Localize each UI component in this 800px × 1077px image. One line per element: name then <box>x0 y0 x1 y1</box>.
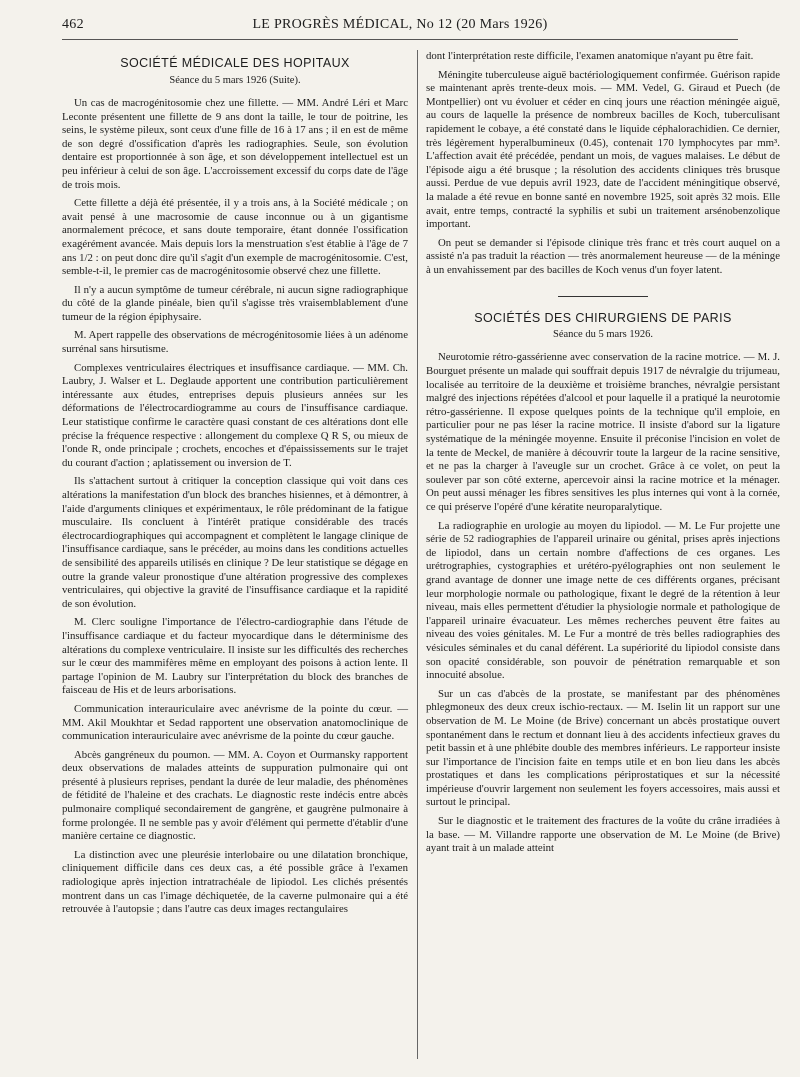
paragraph: dont l'interprétation reste difficile, l'examen anatomique n'ayant pu être fait. <box>426 50 754 62</box>
section-subtitle: Séance du 5 mars 1926. <box>552 329 654 341</box>
section-title: SOCIÉTÉ MÉDICALE DES HOPITAUX <box>120 56 350 70</box>
paragraph: Sur le diagnostic et le traitement des fractures de la voûte du crâne irradiées à la base. — M. Villandre rapporte une observation de M. Le Moine (de Brive) ayant trait à un malade atteint <box>426 815 780 855</box>
paragraph: Un cas de macrogénitosomie chez une fillette. — MM. André Léri et Marc Leconte présentent une fillette de 9 ans dont la taille, le tour de poitrine, les seins, le système pileux, sont ceux d'une fille de 16 à 17 ans ; il en est de même de son degré d'ossification d'après les radiographies. Seule, son évolution dentaire est proportionnée à son âge, et son développement intellectuel est un peu inférieur à celui de son âge. L'accroissement excessif du corps date de l'âge de trois mois. <box>62 96 408 191</box>
paragraph: Communication interauriculaire avec anévrisme de la pointe du cœur. — MM. Akil Moukhtar et Sedad rapportent une observation anatomoclinique de communication interauriculaire avec anévrisme de la pointe du cœur gauche. <box>62 702 408 743</box>
paragraph: On peut se demander si l'épisode clinique très franc et très court auquel on a assisté n'a pas traduit la réaction — très anormalement heureuse — de la méninge à un envahissement par des bacilles de Koch venus d'un foyer latent. <box>426 236 780 276</box>
paragraph: M. Apert rappelle des observations de mécrogénitosomie liées à un adénome surrénal sans hirsutisme. <box>62 329 408 356</box>
paragraph: Complexes ventriculaires électriques et insuffisance cardiaque. — MM. Ch. Laubry, J. Walser et L. Deglaude apportent une contribution particulièrement intéressante aux études, entreprises depuis plusieurs années sur les déformations de l'électrocardiogramme au cours de l'insuffisance cardiaque. Leur statistique confirme le caractère quasi constant de ces altérations dont elle précise la fréquence respective : allongement du complexe Q R S, ou mieux de l'onde R, onde principale ; crochets, encoches et d'épaississements sur le trajet du courant d'action ; aplatissement ou inversion de T. <box>62 361 408 469</box>
header-rule <box>62 39 738 40</box>
page-number: 462 <box>62 17 84 32</box>
paragraph: Cette fillette a déjà été présentée, il y a trois ans, à la Société médicale ; on avait pensé à une macrosomie de cause inconnue ou à un gigantisme anormalement précoce, et sans doute temporaire, étant donnée l'ossification exagérément avancée. Mais depuis lors la menstruation s'est établie à l'âge de 7 ans 1/2 : on peut donc dire qu'il s'agit d'un exemple de macrogénitosomie. C'est, semble-t-il, le premier cas de macrogénitosomie observé chez une fillette. <box>62 197 408 278</box>
paragraph: M. Clerc souligne l'importance de l'électro-cardiographie dans l'étude de l'insuffisance cardiaque et du facteur myocardique dans le déterminisme des altérations du complexe ventriculaire. Il insiste sur les difficultés des recherches sur le cœur des mammifères même en employant des poisons à action lente. Il partage l'opinion de M. Laubry sur l'interprétation du block des branches de faisceau de His et de leurs arborisations. <box>62 616 408 697</box>
section-title: SOCIÉTÉS DES CHIRURGIENS DE PARIS <box>474 310 732 325</box>
paragraph: Sur un cas d'abcès de la prostate, se manifestant par des phénomènes phlegmoneux des deux creux ischio-rectaux. — M. Iselin lit un rapport sur une observation de M. Le Moine (de Brive) concernant un abcès prostatique ouvert spontanément dans le rectum et donnant lieu à des accidents infectieux graves du petit bassin et à une phlébite double des membres inférieurs. Le rapporteur insiste sur l'importance de l'incision faite en temps utile et en bon lieu dans les abcès prostatiques et dans les complications périprostatiques et sur la nécessité impérieuse d'ouvrir largement non seulement les foyers accessoires, mais aussi et surtout le principal. <box>426 687 780 809</box>
paragraph: Ils s'attachent surtout à critiquer la conception classique qui voit dans ces altérations la manifestation d'un block des branches hisiennes, et à démontrer, à l'aide d'arguments cliniques et expérimentaux, le rôle prédominant de la fatigue musculaire. Ils concluent à l'intérêt pratique considérable des tracés électrocardiographiques qui accompagnent et complètent le langage clinique de l'insuffisance cardiaque, sans le précéder, au moins dans les conditions actuelles de sensibilité des appareils utilisés en clinique ? De leur statistique se dégage en outre la grande valeur pronostique d'une altération progressive des complexes ventriculaires, qui objective la gravité de l'insuffisance cardiaque et la rapidité de son évolution. <box>62 475 408 610</box>
column-divider <box>417 50 418 1059</box>
right-column <box>426 50 780 861</box>
left-column <box>62 50 408 922</box>
section-subtitle: Séance du 5 mars 1926 (Suite). <box>169 74 301 86</box>
paragraph: La radiographie en urologie au moyen du lipiodol. — M. Le Fur projette une série de 52 radiographies de l'appareil urinaire ou génital, prises après injections de lipiodol, dans un certain nombre d'affections de ces organes. Les urétrographies, cystographies et urétéro-pyélographies ont non seulement le grand avantage de donner une image nette de ces différents organes, précisant leur morphologie normale ou pathologique, fixant le degré de la rétention à leur niveau, mais elles permettent d'étudier la physiologie normale et pathologique de l'appareil urinaire évacuateur. Les mêmes recherches peuvent être faites au niveau des voies génitales. M. Le Fur a montré de très belles radiographies des vésicules séminales et du canal déférent. La supériorité du lipiodol consiste dans son opacité considérable, son pouvoir de pénétration remarquable et son innocuité absolue. <box>426 519 780 682</box>
journal-title: LE PROGRÈS MÉDICAL, No 12 (20 Mars 1926) <box>252 17 548 32</box>
paragraph: Il n'y a aucun symptôme de tumeur cérébrale, ni aucun signe radiographique du côté de la glande pinéale, bien qu'il s'agisse très vraisemblablement d'une tumeur de la région épiphysaire. <box>62 283 408 323</box>
paragraph: Neurotomie rétro-gassérienne avec conservation de la racine motrice. — M. J. Bourguet présente un malade qui souffrait depuis 1917 de névralgie du trijumeau, localisée au territoire de la deuxième et troisième branches, névralgie persistant malgré des injections répétées d'alcool et pour laquelle il a pratiqué la neurotomie rétro-gassérienne. Il expose quelques points de la technique qu'il emploie, en particulier pour ne pas léser la racine motrice. Il insiste d'abord sur la ligature systématique de la méningée moyenne. Ensuite il préconise l'incision en volet de la tente de Meckel, de manière à découvrir toute la largeur de la racine sensitive, et ne pas la charger à l'aveugle sur un crochet. Grâce à ce volet, on peut la soulever par son côté externe, apercevoir ainsi la racine motrice et la ménager. On peut aussi ménager les fibres sensitives les plus internes qui vont à la cornée, ce qui préserve l'opéré d'une kératite neuroparalytique. <box>426 351 780 513</box>
paragraph: Abcès gangréneux du poumon. — MM. A. Coyon et Ourmansky rapportent deux observations de malades atteints de suppuration pulmonaire qui ont présenté à plusieurs reprises, pendant la durée de leur maladie, des phénomènes de fétidité de l'haleine et des crachats. Le diagnostic reste indécis entre abcès pulmonaire compliqué secondairement de gangrène, et gaugrène pulmonaire à forme prolongée. Il ne semble pas y avoir d'élément qui permette d'établir d'une manière certaine ce diagnostic. <box>62 748 408 843</box>
paragraph: La distinction avec une pleurésie interlobaire ou une dilatation bronchique, cliniquement difficile dans ces deux cas, a été possible grâce à l'examen radiologique après injection intratrachéale de lipiodol. Les clichés présentés montrent dans un cas l'image déchiquetée, de la caverne pulmonaire qui a été retrouvée à l'autopsie ; dans l'autre cas deux images rectangulaires <box>62 848 408 916</box>
paragraph: Méningite tuberculeuse aiguë bactériologiquement confirmée. Guérison rapide se maintenant après trente-deux mois. — MM. Vedel, G. Giraud et Puech (de Montpellier) ont vu évoluer et céder en cinq jours une réaction méningée aiguë, au cours de laquelle la présence de nombreux bacilles de Koch, tuberculisant rapidement le cobaye, a été constaté dans le liquide céphalorachidien. Ce dernier, très légèrement hyperalbumineux (0.45), contenait 170 lymphocytes par mm³. L'affection avait été précédée, pendant un mois, de vagues malaises. Le début de l'épisode aigu a été brusque ; la résolution des accidents cliniques très brusque aussi. Perdue de vue depuis avril 1923, date de l'accident méningitique observé, la malade a été revue en bonne santé en novembre 1925, soit après 32 mois. Elle avait, entre temps, contracté la syphilis et subi un traitement arsénobenzolique important. <box>426 68 780 231</box>
running-header <box>62 17 738 37</box>
section-separator <box>558 296 648 297</box>
